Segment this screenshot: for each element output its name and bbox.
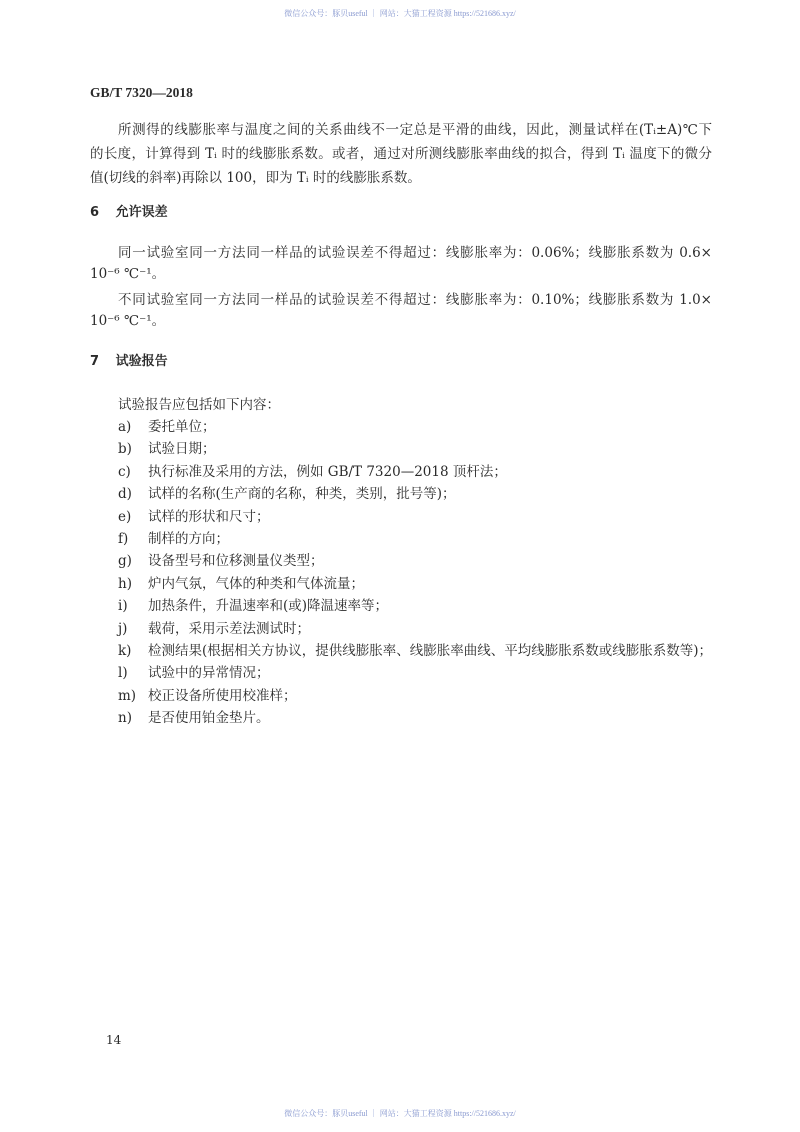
list-item-label: i) — [118, 598, 128, 615]
intro-line-2: 的长度，计算得到 Tᵢ 时的线膨胀系数。或者，通过对所测线膨胀率曲线的拟合，得到 Tᵢ 温度下的微分 — [90, 146, 712, 162]
tolerance-line-2: 10⁻⁶ ℃⁻¹。 — [90, 266, 166, 282]
list-item-label: g) — [118, 553, 132, 570]
list-item-text: 是否使用铂金垫片。 — [148, 710, 270, 727]
list-item-text: 炉内气氛，气体的种类和气体流量； — [148, 575, 364, 592]
list-item-label: d) — [118, 486, 132, 503]
list-item-text: 试验中的异常情况； — [148, 665, 270, 682]
report-list-item — [118, 709, 270, 727]
list-item-text: 试样的名称(生产商的名称，种类，类别，批号等)； — [148, 486, 456, 503]
list-item-text: 载荷，采用示差法测试时； — [148, 620, 310, 637]
report-list-item — [118, 642, 712, 660]
section-number: 6 — [90, 205, 100, 220]
report-list-item — [118, 440, 216, 458]
section-title: 试验报告 — [115, 354, 168, 369]
list-item-label: e) — [118, 508, 132, 525]
report-list-item — [118, 485, 456, 503]
report-list-item — [118, 575, 364, 593]
section-title: 允许误差 — [115, 205, 168, 220]
list-item-text: 制样的方向； — [148, 531, 229, 547]
report-lead: 试验报告应包括如下内容： — [118, 397, 280, 413]
report-list-item — [118, 664, 270, 682]
report-list-item — [118, 620, 310, 638]
list-item-text: 检测结果(根据相关方协议，提供线膨胀率、线膨胀率曲线、平均线膨胀系数或线膨胀系数等)； — [148, 643, 713, 659]
list-item-text: 设备型号和位移测量仪类型； — [148, 553, 324, 570]
list-item-text: 加热条件，升温速率和(或)降温速率等； — [148, 598, 389, 615]
list-item-text: 试样的形状和尺寸； — [148, 508, 270, 525]
list-item-label: m) — [118, 687, 137, 704]
list-item-text: 校正设备所使用校准样； — [148, 687, 297, 704]
intro-line-3: 值(切线的斜率)再除以 100，即为 Tᵢ 时的线膨胀系数。 — [90, 170, 421, 186]
page-number: 14 — [106, 1033, 122, 1047]
tolerance-line-3: 不同试验室同一方法同一样品的试验误差不得超过：线膨胀率为：0.10%；线膨胀系数为 1.0× — [118, 292, 712, 308]
tolerance-line-4: 10⁻⁶ ℃⁻¹。 — [90, 313, 166, 329]
section-number: 7 — [90, 354, 100, 369]
list-item-text: 试验日期； — [148, 441, 216, 458]
list-item-text: 委托单位； — [148, 419, 216, 435]
list-item-text: 执行标准及采用的方法，例如 GB/T 7320—2018 顶杆法； — [148, 463, 507, 480]
list-item-label: n) — [118, 710, 132, 727]
report-list-item — [118, 463, 507, 481]
report-list-item — [118, 552, 324, 570]
tolerance-line-1: 同一试验室同一方法同一样品的试验误差不得超过：线膨胀率为：0.06%；线膨胀系数为 0.6× — [118, 245, 712, 261]
section-6-heading — [90, 204, 168, 222]
report-list-item — [118, 530, 229, 548]
list-item-label: c) — [118, 463, 131, 480]
list-item-label: b) — [118, 441, 132, 458]
report-list-item — [118, 418, 216, 436]
report-list-item — [118, 597, 388, 615]
intro-line-1: 所测得的线膨胀率与温度之间的关系曲线不一定总是平滑的曲线，因此，测量试样在(Tᵢ±A)℃下 — [118, 122, 712, 138]
list-item-label: a) — [118, 419, 132, 435]
list-item-label: h) — [118, 575, 132, 592]
standard-id: GB/T 7320—2018 — [90, 85, 193, 100]
list-item-label: k) — [118, 643, 132, 659]
report-list-item — [118, 687, 297, 705]
list-item-label: l) — [118, 665, 128, 682]
list-item-label: j) — [118, 620, 128, 637]
watermark-top: 微信公众号：豚贝useful ｜ 网站：大猫工程资源 https://521686.xyz/ — [284, 9, 516, 18]
report-list-item — [118, 508, 270, 526]
watermark-bottom: 微信公众号：豚贝useful ｜ 网站：大猫工程资源 https://521686.xyz/ — [284, 1109, 516, 1118]
list-item-label: f) — [118, 531, 129, 547]
section-7-heading — [90, 353, 168, 371]
